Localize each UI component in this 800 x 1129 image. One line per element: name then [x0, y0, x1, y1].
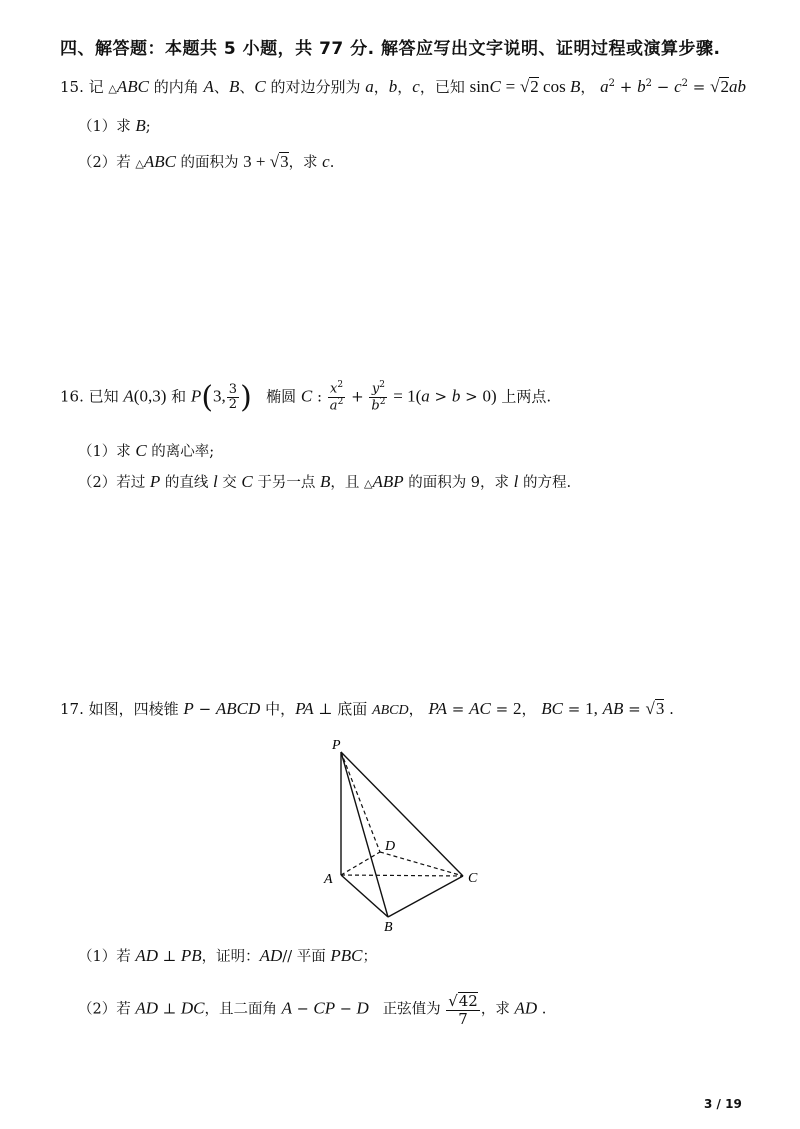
label-B: B — [384, 920, 393, 935]
label-A: A — [324, 872, 333, 887]
edge-AC — [341, 875, 463, 876]
q17-part2: （2）若 AD ⊥ DC，且二面角 A − CP − D 正弦值为 $\frac{√42}{7}$ ，求 AD . — [78, 992, 547, 1028]
q15-stem: 15. 记 △ABC 的内角 A、B、C 的对边分别为 a，b，c，已知 sinC = √2 cos B， $a^2 + b^2 - c^2 = √2ab$ — [60, 77, 746, 96]
label-P: P — [332, 738, 341, 753]
edge-AB — [341, 875, 388, 917]
label-C: C — [468, 871, 478, 886]
q15-number: 15. — [60, 78, 84, 96]
q16-part1: （1）求 C 的离心率; — [78, 441, 215, 460]
section-header: 四、解答题：本题共 5 小题，共 77 分. 解答应写出文字说明、证明过程或演算步骤. — [60, 39, 721, 59]
edge-PD — [341, 752, 380, 852]
edge-BC — [388, 876, 463, 917]
label-D: D — [385, 839, 396, 854]
q16-number: 16. — [60, 387, 84, 406]
q15-part2: （2）若 △ABC 的面积为 3 + √3，求 c. — [78, 152, 335, 171]
q17-number: 17. — [60, 700, 84, 718]
edge-AD — [341, 852, 380, 875]
page-number: 3 / 19 — [704, 1097, 742, 1111]
pyramid-figure — [310, 730, 490, 935]
q17-part1: （1）若 AD ⊥ PB，证明：AD// 平面 PBC； — [78, 946, 377, 965]
q15-part1: （1）求 B; — [78, 116, 151, 135]
q16-stem: 16. 已知 A(0,3) 和 P(3, $\frac{3}{2}$ ) 椭圆 C : $\frac{x^2}{a^2}$ + $\frac{y^2}{b^2}$ = 1(a > b > 0) 上两点. — [60, 380, 552, 415]
q16-part2: （2）若过 P 的直线 l 交 C 于另一点 B，且 △ABP 的面积为 9，求 l 的方程. — [78, 472, 572, 491]
q17-stem: 17. 如图，四棱锥 P − ABCD 中，PA ⊥ 底面 ABCD， PA = AC = 2， BC = 1, AB = √3 . — [60, 699, 674, 718]
